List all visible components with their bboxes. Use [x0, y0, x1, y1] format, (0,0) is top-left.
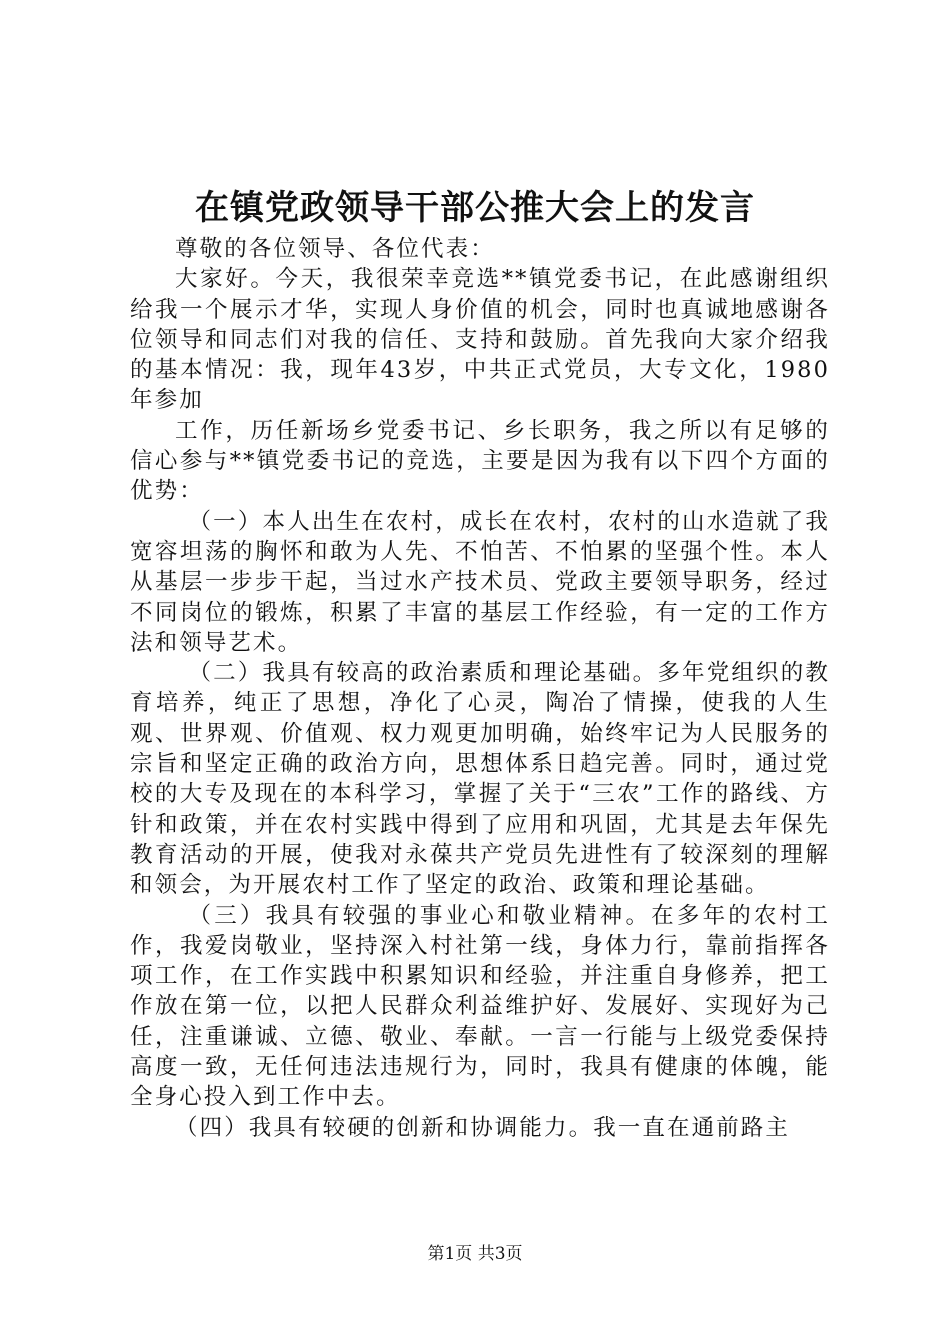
- advantage-one-paragraph: （一）本人出生在农村，成长在农村，农村的山水造就了我宽容坦荡的胸怀和敢为人先、不怕苦、不怕累的坚强个性。本人从基层一步步干起，当过水产技术员、党政主要领导职务，经过不同岗位的锻炼，积累了丰富的基层工作经验，有一定的工作方法和领导艺术。: [130, 508, 830, 656]
- page-footer: 第1页 共3页: [427, 1244, 523, 1264]
- advantage-four-paragraph: （四）我具有较硬的创新和协调能力。我一直在通前路主: [175, 1114, 791, 1141]
- work-history-paragraph: 工作，历任新场乡党委书记、乡长职务，我之所以有足够的信心参与**镇党委书记的竞选，主要是因为我有以下四个方面的优势：: [130, 417, 830, 505]
- advantage-two-paragraph: （二）我具有较高的政治素质和理论基础。多年党组织的教育培养，纯正了思想，净化了心灵，陶冶了情操，使我的人生观、世界观、价值观、权力观更加明确，始终牢记为人民服务的宗旨和坚定正确的政治方向，思想体系日趋完善。同时，通过党校的大专及现在的本科学习，掌握了关于“三农”工作的路线、方针和政策，并在农村实践中得到了应用和巩固，尤其是去年保先教育活动的开展，使我对永葆共产党员先进性有了较深刻的理解和领会，为开展农村工作了坚定的政治、政策和理论基础。: [130, 660, 830, 899]
- salutation-paragraph: 尊敬的各位领导、各位代表：: [175, 236, 495, 262]
- advantage-three-paragraph: （三）我具有较强的事业心和敬业精神。在多年的农村工作，我爱岗敬业，坚持深入村社第一线，身体力行，靠前指挥各项工作，在工作实践中积累知识和经验，并注重自身修养，把工作放在第一位，以把人民群众利益维护好、发展好、实现好为己任，注重谦诚、立德、敬业、奉献。一言一行能与上级党委保持高度一致，无任何违法违规行为，同时，我具有健康的体魄，能全身心投入到工作中去。: [130, 902, 830, 1111]
- document-body: [130, 234, 830, 1143]
- intro-paragraph: 大家好。今天，我很荣幸竞选**镇党委书记，在此感谢组织给我一个展示才华，实现人身价值的机会，同时也真诚地感谢各位领导和同志们对我的信任、支持和鼓励。首先我向大家介绍我的基本情况：我，现年43岁，中共正式党员，大专文化，1980年参加: [130, 266, 830, 414]
- document-title: 在镇党政领导干部公推大会上的发言: [195, 188, 755, 228]
